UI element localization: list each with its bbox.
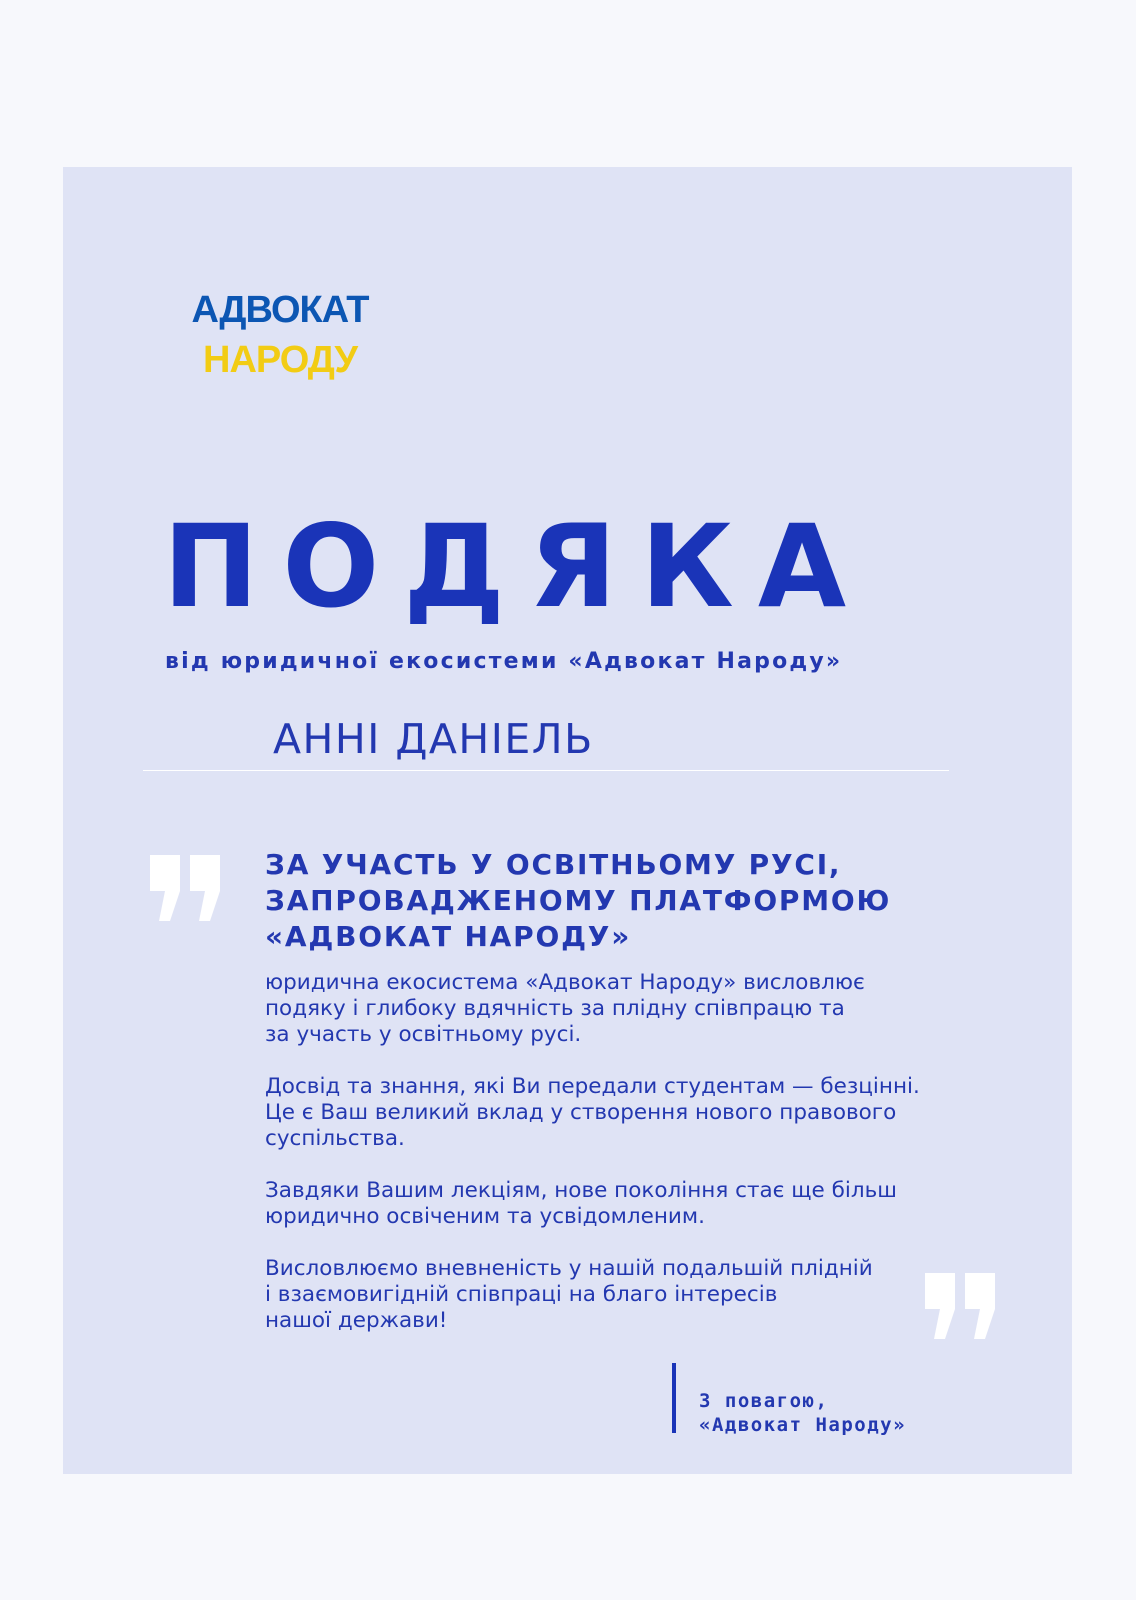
body-line: Висловлюємо вневненість у нашій подальшій плідній <box>265 1256 873 1281</box>
body-line: за участь у освітньому русі. <box>265 1022 582 1047</box>
certificate-title: ПОДЯКА <box>163 500 871 633</box>
body-line: подяку і глибоку вдячність за плідну співпрацю та <box>265 996 845 1021</box>
logo-line-2: НАРОДУ <box>203 339 357 381</box>
body-paragraph <box>265 1256 965 1334</box>
body-line: суспільства. <box>265 1126 405 1151</box>
certificate-subtitle: від юридичної екосистеми «Адвокат Народу» <box>165 649 843 674</box>
body-line: юридична екосистема «Адвокат Народу» висловлює <box>265 970 865 995</box>
signature <box>699 1389 906 1437</box>
body-line: нашої держави! <box>265 1308 448 1333</box>
body-paragraph <box>265 1074 965 1152</box>
close-quote-icon <box>923 1271 1001 1341</box>
recipient-name: АННІ ДАНІЕЛЬ <box>273 715 594 763</box>
letter-body <box>265 970 965 1360</box>
divider-line <box>143 770 949 771</box>
body-line: юридично освіченим та усвідомленим. <box>265 1204 705 1229</box>
signature-line-1: З повагою, <box>699 1390 829 1412</box>
heading-line: ЗА УЧАСТЬ У ОСВІТНЬОМУ РУСІ, <box>265 848 842 881</box>
body-line: Це є Ваш великий вклад у створення нового правового <box>265 1100 897 1125</box>
logo-line-1: АДВОКАТ <box>191 289 369 331</box>
certificate-card <box>63 167 1072 1474</box>
signature-bar <box>672 1363 676 1433</box>
heading-line: ЗАПРОВАДЖЕНОМУ ПЛАТФОРМОЮ <box>265 884 892 917</box>
signature-line-2: «Адвокат Народу» <box>699 1414 907 1436</box>
body-paragraph <box>265 970 965 1048</box>
body-line: Досвід та знання, які Ви передали студентам — безцінні. <box>265 1074 920 1099</box>
body-paragraph <box>265 1178 965 1230</box>
body-line: Завдяки Вашим лекціям, нове покоління стає ще більш <box>265 1178 897 1203</box>
body-line: і взаємовигідній співпраці на благо інтересів <box>265 1282 778 1307</box>
logo <box>180 285 380 385</box>
gratitude-heading <box>265 847 891 955</box>
heading-line: «АДВОКАТ НАРОДУ» <box>265 920 632 953</box>
open-quote-icon <box>146 853 226 923</box>
